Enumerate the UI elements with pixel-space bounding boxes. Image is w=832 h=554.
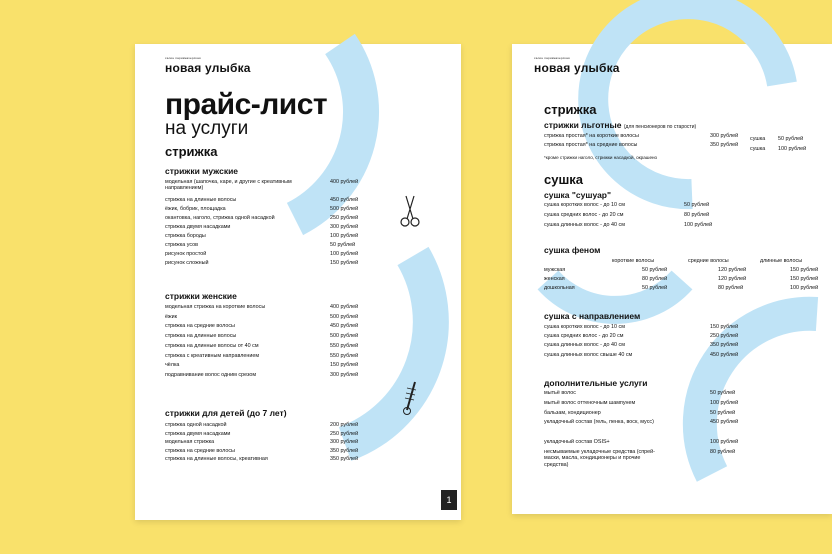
service-price: 550 рублей xyxy=(330,352,359,359)
service-name: стрижка простая* на средние волосы xyxy=(544,141,638,148)
fen-price-cell: 150 рублей xyxy=(790,267,819,273)
service-price: 300 рублей xyxy=(330,224,359,230)
service-name: стрижка с креативным направлением xyxy=(165,352,260,359)
service-price: 50 рублей xyxy=(710,409,736,416)
service-price: 100 рублей xyxy=(778,146,807,152)
comb-icon xyxy=(401,380,421,416)
service-name: стрижка на длинные волосы, креативная xyxy=(165,456,268,463)
service-name: укладочный состав OSIS+ xyxy=(544,439,610,445)
service-price: 150 рублей xyxy=(330,362,359,369)
service-name: ёжик xyxy=(165,313,177,320)
service-price: 100 рублей xyxy=(684,222,713,228)
service-price: 250 рублей xyxy=(330,430,359,437)
service-name: сушка коротких волос - до 10 см xyxy=(544,202,625,208)
section-title-haircut: стрижка xyxy=(544,102,597,117)
service-name: стрижка бороды xyxy=(165,233,206,239)
service-name: сушка средних волос - до 20 см xyxy=(544,212,624,218)
service-price: 50 рублей xyxy=(778,136,804,142)
benefit-footnote: *кроме стрижки наголо, стрижки насадкой, окрашено xyxy=(544,155,658,160)
kids-heading: стрижки для детей (до 7 лет) xyxy=(165,408,287,418)
fen-column-header: длинные волосы xyxy=(760,258,803,264)
women-heading: стрижки женские xyxy=(165,291,237,301)
service-name: стрижка одной насадкой xyxy=(165,422,227,428)
service-name: сушка xyxy=(750,136,766,142)
service-price: 500 рублей xyxy=(330,333,359,340)
scissors-icon xyxy=(399,194,421,228)
service-price: 350 рублей xyxy=(710,141,739,148)
service-price: 450 рублей xyxy=(710,351,739,358)
service-name: мытьё волос xyxy=(544,390,576,396)
service-name: сушка длинных волос - до 40 см xyxy=(544,222,625,228)
service-name: модельная стрижка xyxy=(165,439,215,446)
service-price: 450 рублей xyxy=(330,197,359,203)
service-name: модельная (шапочка, каре, и другие с креативным направлением) xyxy=(165,179,292,192)
service-price: 50 рублей xyxy=(710,390,736,396)
page-number: 1 xyxy=(441,490,457,510)
brand-logo: новая улыбка xyxy=(534,61,620,75)
page-title: прайс-лист xyxy=(165,88,328,121)
service-name: стрижка на длинные волосы xyxy=(165,333,237,340)
service-name: рисунок простой xyxy=(165,251,207,257)
service-name: несмываемые укладочные средства (спрей-маски, масла, кондиционеры и прочие средства) xyxy=(544,448,655,468)
service-price: 80 рублей xyxy=(684,212,710,218)
service-price: 500 рублей xyxy=(330,313,359,320)
service-price: 300 рублей xyxy=(330,371,359,378)
service-price: 450 рублей xyxy=(330,323,359,330)
service-name: подравнивание волос одним срезом xyxy=(165,371,257,378)
service-price: 350 рублей xyxy=(330,447,359,454)
service-price: 400 рублей xyxy=(330,304,359,310)
fen-price-cell: 80 рублей xyxy=(718,285,744,291)
susuar-heading: сушка "сушуар" xyxy=(544,190,612,200)
fen-price-cell: 120 рублей xyxy=(718,267,747,273)
service-name: стрижка двумя насадками xyxy=(165,224,231,230)
price-list-page-1 xyxy=(135,44,461,520)
service-name: рисунок сложный xyxy=(165,260,209,266)
service-name: сушка средних волос - до 20 см xyxy=(544,333,624,340)
fen-row-label: мужская xyxy=(544,267,566,273)
direction-heading: сушка с направлением xyxy=(544,311,641,321)
service-price: 150 рублей xyxy=(330,260,359,266)
service-name: ёжик, бобрик, площадка xyxy=(165,206,226,212)
service-price: 250 рублей xyxy=(330,215,359,221)
service-name: сушка длинных волос - до 40 см xyxy=(544,342,625,349)
fen-price-cell: 80 рублей xyxy=(642,276,668,282)
page-subtitle: на услуги xyxy=(165,118,249,139)
service-price: 50 рублей xyxy=(684,202,710,208)
service-name: чёлка xyxy=(165,362,180,369)
section-title-drying: сушка xyxy=(544,172,584,187)
service-price: 100 рублей xyxy=(710,439,739,445)
fen-heading: сушка феном xyxy=(544,245,601,255)
service-name: стрижка простая* на короткие волосы xyxy=(544,133,639,139)
service-price: 300 рублей xyxy=(330,439,359,446)
fen-column-header: короткие волосы xyxy=(612,258,655,264)
service-name: стрижка двумя насадками xyxy=(165,430,231,437)
service-price: 300 рублей xyxy=(710,133,739,139)
service-price: 100 рублей xyxy=(330,251,359,257)
service-name: укладочный состав (гель, пенка, воск, мусс) xyxy=(544,419,654,426)
service-name: сушка xyxy=(750,146,766,152)
service-price: 150 рублей xyxy=(710,324,739,330)
service-price: 550 рублей xyxy=(330,342,359,349)
service-price: 100 рублей xyxy=(710,399,739,406)
service-price: 500 рублей xyxy=(330,206,359,212)
brand-tagline: салон парикмахерская xyxy=(534,56,570,60)
service-name: стрижка на средние волосы xyxy=(165,447,235,454)
service-price: 50 рублей xyxy=(330,242,356,248)
service-price: 350 рублей xyxy=(330,456,359,463)
service-price: 400 рублей xyxy=(330,179,359,185)
benefit-heading: стрижки льготные (для пенсионеров по старости) xyxy=(544,120,697,130)
service-name: окантовка, наголо, стрижка одной насадкой xyxy=(165,215,275,221)
price-list-page-2 xyxy=(512,44,832,514)
service-name: мытьё волос оттеночным шампунем xyxy=(544,399,636,406)
extra-heading: дополнительные услуги xyxy=(544,378,648,388)
service-price: 80 рублей xyxy=(710,448,736,455)
service-price: 100 рублей xyxy=(330,233,359,239)
service-name: модельная стрижка на короткие волосы xyxy=(165,304,266,310)
service-price: 250 рублей xyxy=(710,333,739,340)
service-name: бальзам, кондиционер xyxy=(544,409,601,416)
service-price: 350 рублей xyxy=(710,342,739,349)
fen-price-cell: 120 рублей xyxy=(718,276,747,282)
fen-row-label: дошкольная xyxy=(544,285,575,291)
brand-tagline: салон парикмахерская xyxy=(165,56,201,60)
fen-price-cell: 150 рублей xyxy=(790,276,819,282)
service-price: 200 рублей xyxy=(330,422,359,428)
men-heading: стрижки мужские xyxy=(165,166,239,176)
section-title-haircut: стрижка xyxy=(165,144,218,159)
service-name: стрижка на длинные волосы xyxy=(165,197,237,203)
service-name: стрижка усов xyxy=(165,242,199,248)
fen-price-cell: 100 рублей xyxy=(790,285,819,291)
fen-price-cell: 50 рублей xyxy=(642,285,668,291)
service-name: стрижка на средние волосы xyxy=(165,323,235,330)
service-name: стрижка на длинные волосы от 40 см xyxy=(165,342,259,349)
service-price: 450 рублей xyxy=(710,419,739,426)
brand-logo: новая улыбка xyxy=(165,61,251,75)
service-name: сушка коротких волос - до 10 см xyxy=(544,324,625,330)
fen-price-cell: 50 рублей xyxy=(642,267,668,273)
fen-column-header: средние волосы xyxy=(688,258,729,264)
service-name: сушка длинных волос свыше 40 см xyxy=(544,351,633,358)
fen-row-label: женская xyxy=(544,276,565,282)
